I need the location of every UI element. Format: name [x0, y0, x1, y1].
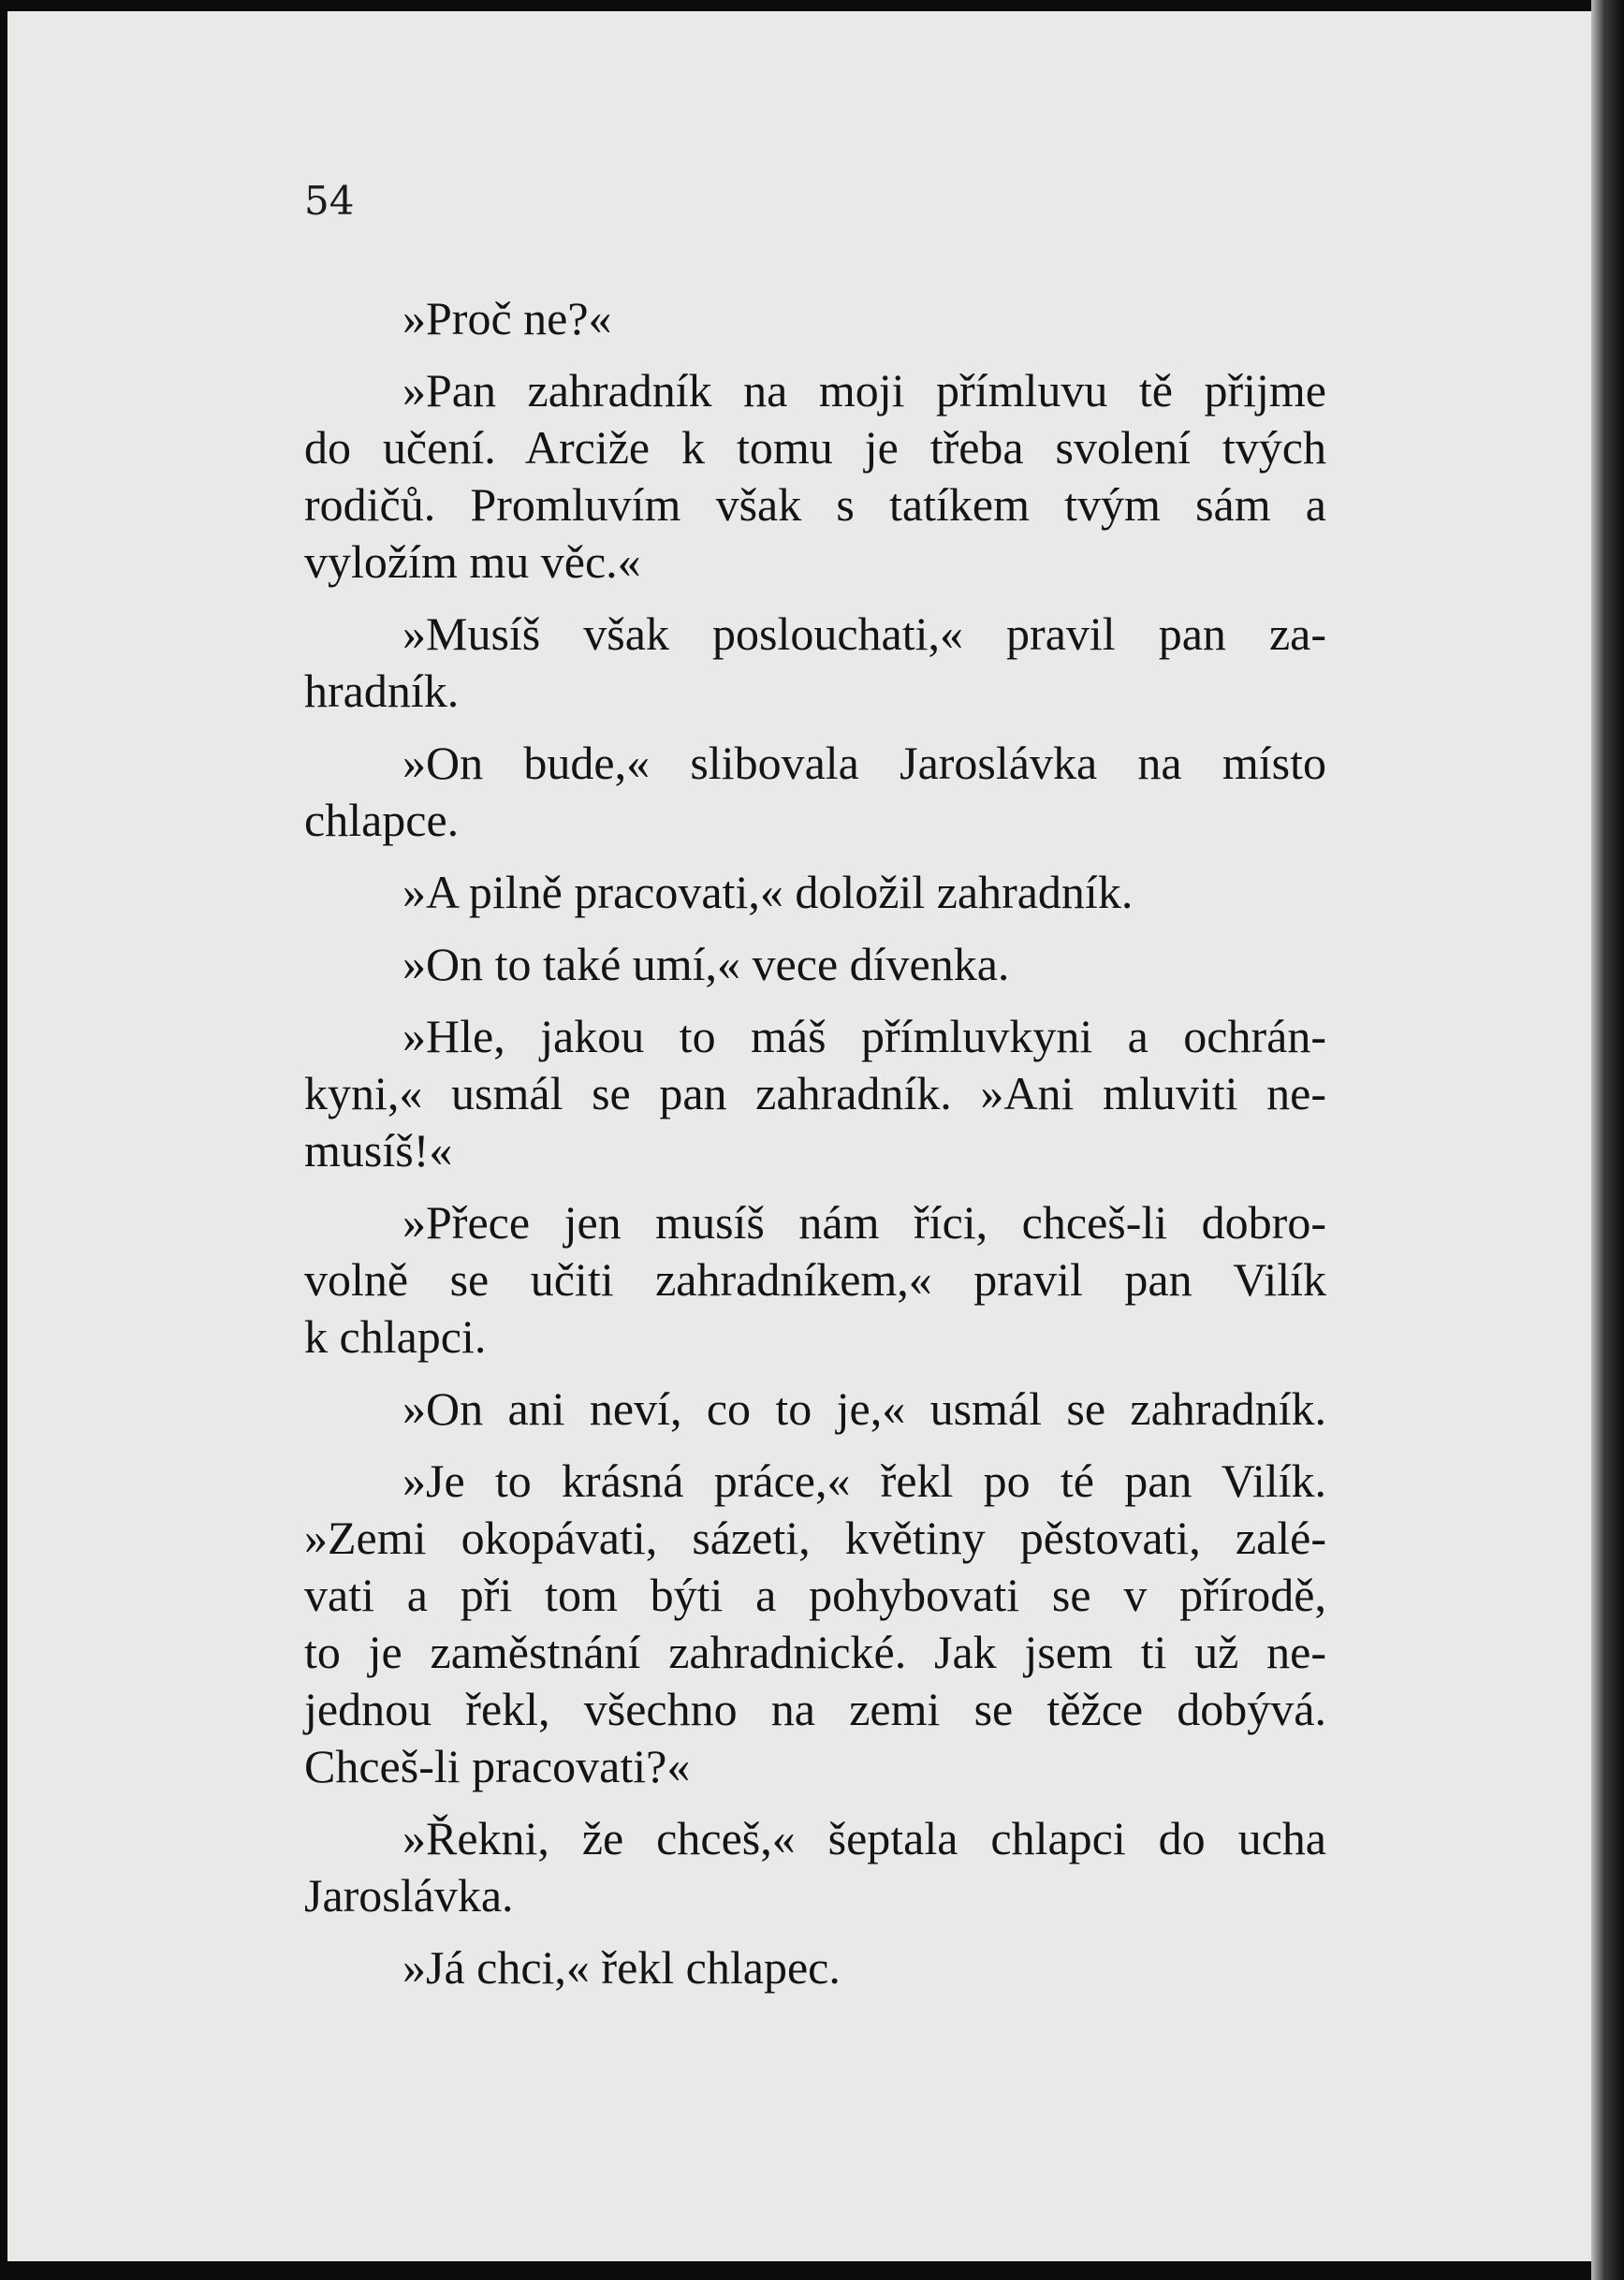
text-line: chlapce.	[304, 794, 460, 846]
text-line: hradník.	[304, 665, 460, 717]
text-line: »On ani neví, co to je,« usmál se zahradník.	[402, 1382, 1326, 1435]
text-line: »Hle, jakou to máš přímluvkyni a ochrán-	[402, 1010, 1326, 1062]
paragraph	[304, 864, 1326, 921]
paragraph	[304, 362, 1326, 591]
text-line: musíš!«	[304, 1124, 453, 1177]
text-line: »Musíš však poslouchati,« pravil pan za-	[402, 607, 1326, 660]
text-line: vati a při tom býti a pohybovati se v přírodě,	[304, 1569, 1326, 1621]
text-line: »Zemi okopávati, sázeti, květiny pěstovati, zalé-	[304, 1512, 1326, 1564]
text-line: »Já chci,« řekl chlapec.	[402, 1941, 841, 1994]
text-line: »Proč ne?«	[402, 292, 612, 344]
paragraph	[304, 606, 1326, 720]
text-line: jednou řekl, všechno na zemi se těžce dobývá.	[304, 1683, 1326, 1735]
paragraph	[304, 1381, 1326, 1438]
paragraph	[304, 1939, 1326, 1996]
paragraph	[304, 1194, 1326, 1366]
text-line: Jaroslávka.	[304, 1869, 514, 1922]
text-line: volně se učiti zahradníkem,« pravil pan Vilík	[304, 1253, 1326, 1306]
body-text	[304, 290, 1326, 2011]
text-line: do učení. Arciže k tomu je třeba svolení tvých	[304, 421, 1326, 474]
paragraph	[304, 936, 1326, 993]
text-line: »On bude,« slibovala Jaroslávka na místo	[402, 737, 1326, 789]
text-line: »Pan zahradník na moji přímluvu tě přijme	[402, 364, 1326, 417]
text-line: rodičů. Promluvím však s tatíkem tvým sám a	[304, 478, 1326, 531]
text-line: »A pilně pracovati,« doložil zahradník.	[402, 866, 1134, 918]
paragraph	[304, 1453, 1326, 1795]
paragraph	[304, 735, 1326, 849]
text-line: vyložím mu věc.«	[304, 535, 641, 588]
text-line: k chlapci.	[304, 1310, 487, 1363]
page-number: 54	[304, 178, 355, 224]
paragraph	[304, 1008, 1326, 1179]
paragraph	[304, 1810, 1326, 1924]
text-line: Chceš-li pracovati?«	[304, 1740, 691, 1792]
text-line: »Je to krásná práce,« řekl po té pan Vilík.	[402, 1454, 1326, 1507]
text-line: »Řekni, že chceš,« šeptala chlapci do ucha	[402, 1812, 1326, 1864]
text-line: »Přece jen musíš nám říci, chceš-li dobro-	[402, 1196, 1326, 1249]
paragraph	[304, 290, 1326, 347]
text-line: kyni,« usmál se pan zahradník. »Ani mluviti ne-	[304, 1067, 1326, 1119]
text-line: »On to také umí,« vece dívenka.	[402, 938, 1010, 990]
page-edge-shadow	[1591, 0, 1624, 2280]
text-line: to je zaměstnání zahradnické. Jak jsem ti už ne-	[304, 1626, 1326, 1678]
